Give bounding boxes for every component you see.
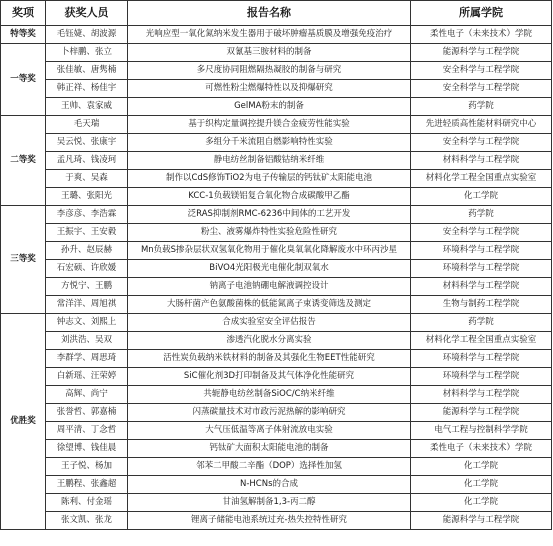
school-cell: 环境科学与工程学院: [411, 260, 552, 278]
award-level-cell: 三等奖: [1, 206, 46, 314]
report-title-cell: Mn负载S掺杂层状双氢氧化物用于催化臭氧氧化降解废水中环丙沙星: [128, 242, 411, 260]
report-title-cell: 锂离子储能电池系统过充-热失控特性研究: [128, 512, 411, 530]
report-title-cell: N-HCNs的合成: [128, 476, 411, 494]
winners-cell: 王璐、张阳光: [46, 188, 128, 206]
table-row: [1, 62, 552, 80]
winners-cell: 石宏硕、许欣媛: [46, 260, 128, 278]
report-title-cell: 多组分千米流阻自燃影响特性实验: [128, 134, 411, 152]
school-cell: 环境科学与工程学院: [411, 242, 552, 260]
table-row: [1, 404, 552, 422]
table-row: [1, 386, 552, 404]
winners-cell: 王振宇、王安毅: [46, 224, 128, 242]
winners-cell: 王子悦、杨加: [46, 458, 128, 476]
school-cell: 药学院: [411, 314, 552, 332]
winners-cell: 韩正祥、杨佳宇: [46, 80, 128, 98]
winners-cell: 钟志文、刘熙上: [46, 314, 128, 332]
header-row: [1, 1, 552, 26]
report-title-cell: 静电纺丝制备铝酸钴纳米纤维: [128, 152, 411, 170]
school-cell: 能源科学与工程学院: [411, 512, 552, 530]
winners-cell: 张佳敏、唐隽楠: [46, 62, 128, 80]
school-cell: 材料科学与工程学院: [411, 386, 552, 404]
winners-cell: 周平清、丁念哲: [46, 422, 128, 440]
table-row: [1, 134, 552, 152]
school-cell: 药学院: [411, 98, 552, 116]
school-cell: 生物与制药工程学院: [411, 296, 552, 314]
table-body: [1, 26, 552, 530]
report-title-cell: 基于织构定量调控提升镁合金疲劳性能实验: [128, 116, 411, 134]
winners-cell: 毛钰婕、胡波源: [46, 26, 128, 44]
report-title-cell: 渗透汽化脱水分离实验: [128, 332, 411, 350]
table-row: [1, 296, 552, 314]
report-title-cell: 闪蒸碳量技术对市政污泥热解的影响研究: [128, 404, 411, 422]
table-row: [1, 260, 552, 278]
school-cell: 能源科学与工程学院: [411, 44, 552, 62]
report-title-cell: 多尺度协同阻燃隔热凝胶的制备与研究: [128, 62, 411, 80]
school-cell: 安全科学与工程学院: [411, 62, 552, 80]
winners-cell: 于爽、吴森: [46, 170, 128, 188]
report-title-cell: 大气压低温等离子体射流放电实验: [128, 422, 411, 440]
winners-cell: 刘洪浩、吴双: [46, 332, 128, 350]
table-row: [1, 422, 552, 440]
school-cell: 材料化学工程全国重点实验室: [411, 170, 552, 188]
table-row: [1, 458, 552, 476]
table-row: [1, 152, 552, 170]
table-row: [1, 440, 552, 458]
winners-cell: 王鹏程、张鑫超: [46, 476, 128, 494]
table-row: [1, 278, 552, 296]
award-level-cell: 优胜奖: [1, 314, 46, 530]
report-title-cell: 合成实验室安全评估报告: [128, 314, 411, 332]
school-cell: 材料化学工程全国重点实验室: [411, 332, 552, 350]
winners-cell: 方悦宁、王鹏: [46, 278, 128, 296]
table-row: [1, 98, 552, 116]
school-cell: 化工学院: [411, 494, 552, 512]
winners-cell: 白新瑶、汪荣婷: [46, 368, 128, 386]
report-title-cell: 大肠杆菌产色氨酸菌株的低能氮离子束诱变筛选及测定: [128, 296, 411, 314]
award-level-cell: 特等奖: [1, 26, 46, 44]
table-row: [1, 170, 552, 188]
school-cell: 安全科学与工程学院: [411, 224, 552, 242]
table-row: [1, 188, 552, 206]
report-title-cell: 甘油氢解制备1,3-丙二醇: [128, 494, 411, 512]
winners-cell: 李彦彦、李浩霖: [46, 206, 128, 224]
winners-cell: 高辉、尚宁: [46, 386, 128, 404]
header-title: 报告名称: [128, 1, 411, 26]
table-row: [1, 512, 552, 530]
header-level: 奖项: [1, 1, 46, 26]
report-title-cell: GelMA粉末的制备: [128, 98, 411, 116]
award-level-cell: 一等奖: [1, 44, 46, 116]
table-row: [1, 242, 552, 260]
winners-cell: 吴云悦、张康宇: [46, 134, 128, 152]
school-cell: 能源科学与工程学院: [411, 404, 552, 422]
winners-cell: 徐望博、钱佳晨: [46, 440, 128, 458]
report-title-cell: 活性炭负载纳米铁材料的制备及其强化生物EET性能研究: [128, 350, 411, 368]
table-row: [1, 314, 552, 332]
winners-cell: 王帅、袁家威: [46, 98, 128, 116]
award-level-cell: 二等奖: [1, 116, 46, 206]
winners-cell: 李群学、周思琦: [46, 350, 128, 368]
school-cell: 环境科学与工程学院: [411, 368, 552, 386]
winners-cell: 毛天瑞: [46, 116, 128, 134]
table-row: [1, 224, 552, 242]
school-cell: 材料科学与工程学院: [411, 278, 552, 296]
report-title-cell: 光响应型一氧化氮纳米发生器用于破坏肿瘤基质膜及增强免疫治疗: [128, 26, 411, 44]
table-row: [1, 206, 552, 224]
report-title-cell: 可燃性粉尘燃爆特性以及抑爆研究: [128, 80, 411, 98]
report-title-cell: 邻苯二甲酸二辛酯（DOP）选择性加氢: [128, 458, 411, 476]
report-title-cell: 泛RAS抑制剂RMC-6236中间体的工艺开发: [128, 206, 411, 224]
report-title-cell: 粉尘、液雾爆炸特性实验危险性研究: [128, 224, 411, 242]
report-title-cell: 制作以CdS修饰TiO2为电子传输层的钙钛矿太阳能电池: [128, 170, 411, 188]
school-cell: 药学院: [411, 206, 552, 224]
table-row: [1, 116, 552, 134]
report-title-cell: 钙钛矿大面积太阳能电池的制备: [128, 440, 411, 458]
winners-cell: 孙升、赵辰赫: [46, 242, 128, 260]
table-row: [1, 368, 552, 386]
school-cell: 安全科学与工程学院: [411, 134, 552, 152]
winners-cell: 陈利、付金瑶: [46, 494, 128, 512]
school-cell: 柔性电子（未来技术）学院: [411, 26, 552, 44]
school-cell: 化工学院: [411, 476, 552, 494]
report-title-cell: BiVO4光阳极光电催化制双氧水: [128, 260, 411, 278]
report-title-cell: 钠离子电池钠硼电解液调控设计: [128, 278, 411, 296]
winners-cell: 常洋洋、周旭祺: [46, 296, 128, 314]
winners-cell: 张文凯、张龙: [46, 512, 128, 530]
table-row: [1, 494, 552, 512]
school-cell: 化工学院: [411, 188, 552, 206]
school-cell: 环境科学与工程学院: [411, 350, 552, 368]
school-cell: 安全科学与工程学院: [411, 80, 552, 98]
report-title-cell: KCC-1负载镁铝复合氧化物合成碳酸甲乙酯: [128, 188, 411, 206]
winners-cell: 张誉哲、郭嘉楠: [46, 404, 128, 422]
table-row: [1, 44, 552, 62]
header-school: 所属学院: [411, 1, 552, 26]
school-cell: 材料科学与工程学院: [411, 152, 552, 170]
report-title-cell: 共轭静电纺丝制备SiOC/C纳米纤维: [128, 386, 411, 404]
school-cell: 化工学院: [411, 458, 552, 476]
header-people: 获奖人员: [46, 1, 128, 26]
report-title-cell: 双氰基三胺材料的制备: [128, 44, 411, 62]
table-row: [1, 26, 552, 44]
table-row: [1, 332, 552, 350]
table-row: [1, 350, 552, 368]
school-cell: 电气工程与控制科学学院: [411, 422, 552, 440]
table-row: [1, 476, 552, 494]
school-cell: 先进轻质高性能材料研究中心: [411, 116, 552, 134]
winners-cell: 卜梓鹏、张立: [46, 44, 128, 62]
report-title-cell: SiC催化剂3D打印制备及其气体净化性能研究: [128, 368, 411, 386]
table-row: [1, 80, 552, 98]
winners-cell: 孟凡琦、钱凌珂: [46, 152, 128, 170]
school-cell: 柔性电子（未来技术）学院: [411, 440, 552, 458]
